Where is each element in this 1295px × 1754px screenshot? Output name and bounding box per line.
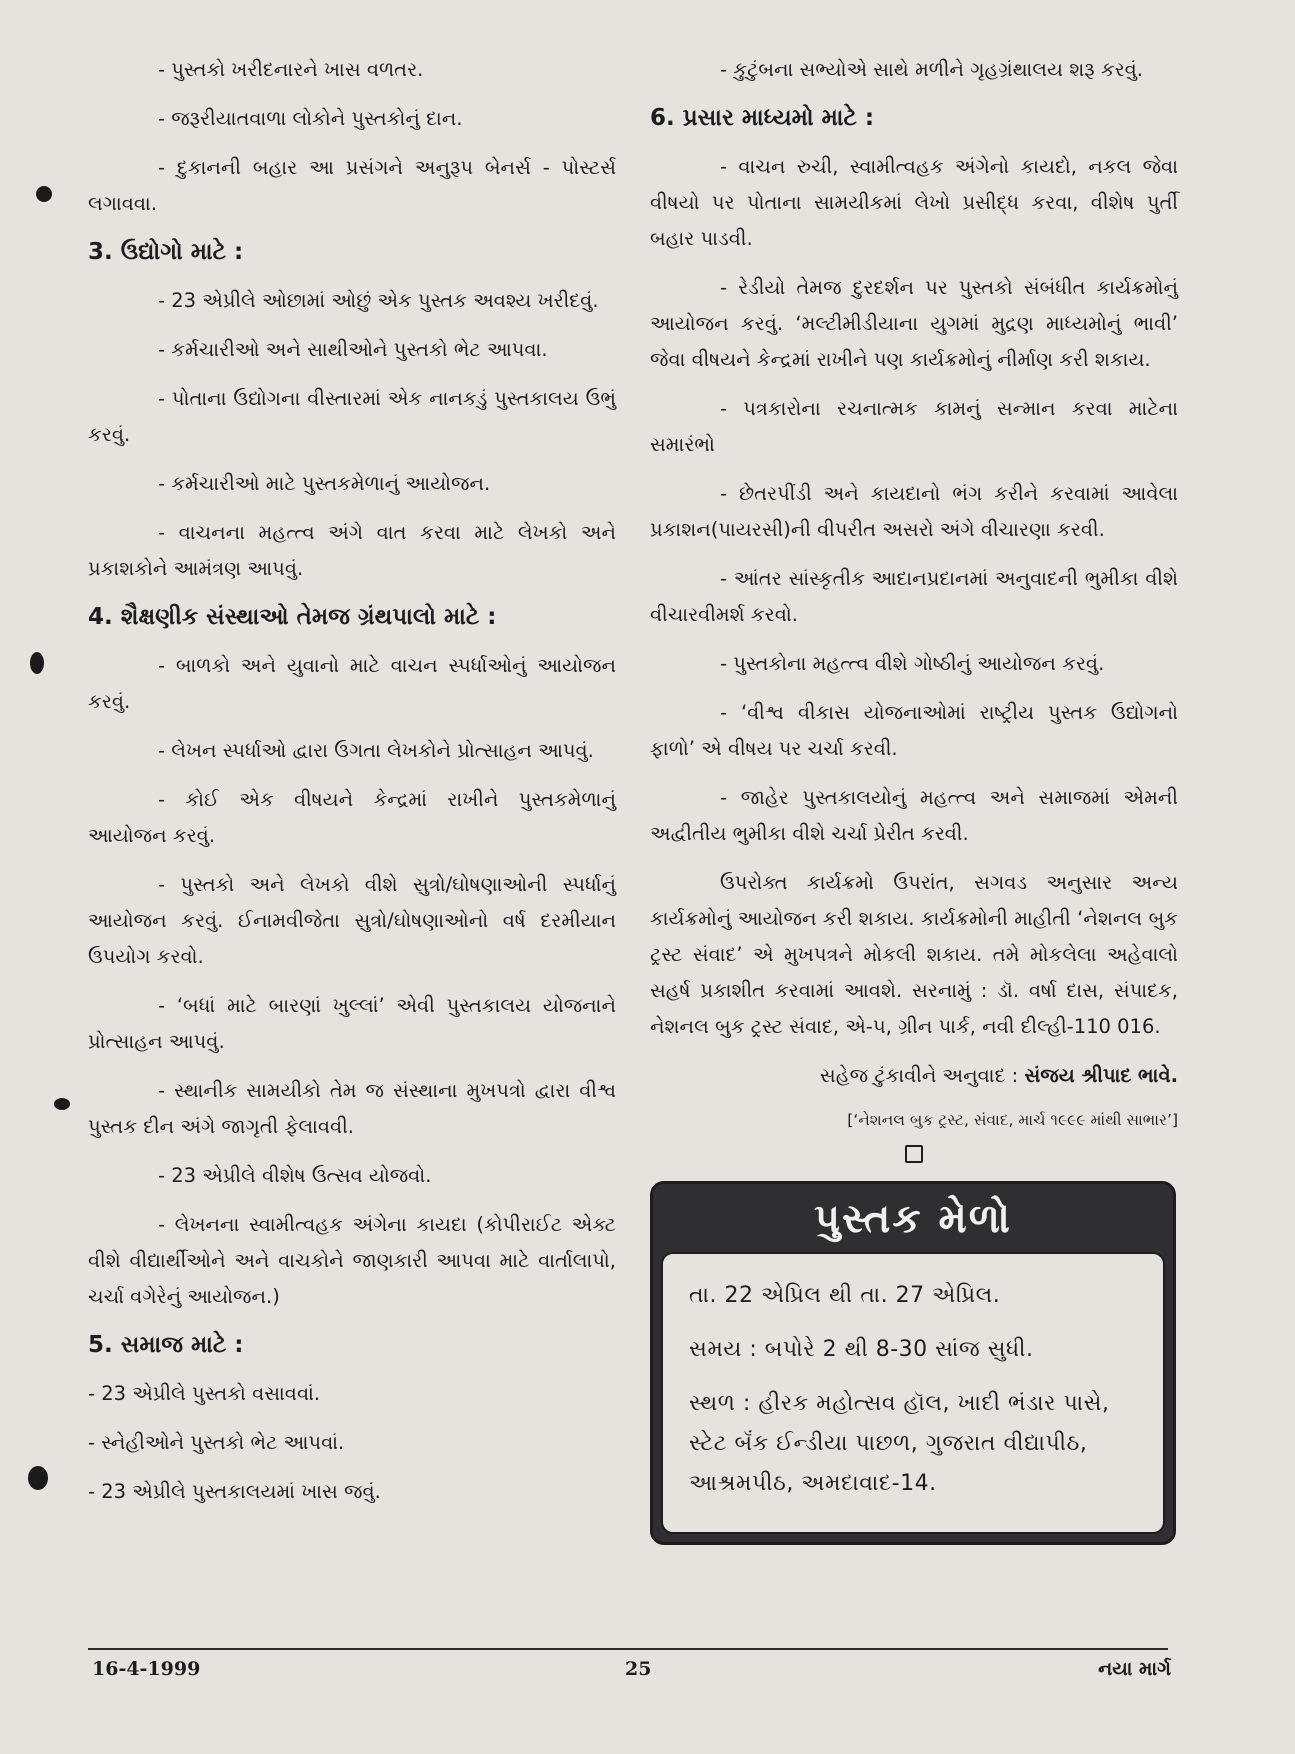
- body-paragraph: - પુસ્તકોના મહત્ત્વ વીશે ગોષ્ઠીનું આયોજન કરવું.: [720, 652, 1105, 675]
- section-heading: 3. ઉદ્યોગો માટે :: [88, 239, 244, 265]
- list-item: - સ્નેહીઓને પુસ્તકો ભેટ આપવાં.: [88, 1431, 345, 1454]
- body-paragraph: - 23 એપ્રીલે ઓછામાં ઓછું એક પુસ્તક અવશ્ય ખરીદવું.: [158, 289, 599, 312]
- ink-blot-mark: [30, 652, 44, 674]
- footer-rule: [88, 1648, 1168, 1650]
- book-fair-details: [661, 1252, 1165, 1534]
- body-paragraph: - છેતરપીંડી અને કાયદાનો ભંગ કરીને કરવામાં આવેલા પ્રકાશન(પાયરસી)ની વીપરીત અસરો અંગે વીચારણા કરવી.: [650, 482, 1178, 541]
- body-paragraph: - વાચન રુચી, સ્વામીત્વહક અંગેનો કાયદો, નકલ જેવા વીષયો પર પોતાના સામયીકમાં લેખો પ્રસીદ્ધ કરવા, વીશેષ પુર્તી બહાર પાડવી.: [650, 155, 1178, 250]
- ink-blot-mark: [54, 1098, 70, 1110]
- section-heading: 4. શૈક્ષણીક સંસ્થાઓ તેમજ ગ્રંથપાલો માટે :: [88, 604, 497, 630]
- book-fair-venue: સ્થળ : હીરક મહોત્સવ હૉલ, ખાદી ભંડાર પાસે, સ્ટેટ બૅંક ઈન્ડીયા પાછળ, ગુજરાત વીદ્યાપીઠ, આશ્રમપીઠ, અમદાવાદ-14.: [689, 1391, 1110, 1496]
- book-fair-dates: તા. 22 એપ્રિલ થી તા. 27 એપ્રિલ.: [689, 1283, 1001, 1308]
- ink-blot-mark: [36, 186, 52, 202]
- body-paragraph: - ‘વીશ્વ વીકાસ યોજનાઓમાં રાષ્ટ્રીય પુસ્તક ઉદ્યોગનો ફાળો’ એ વીષય પર ચર્ચા કરવી.: [650, 701, 1178, 760]
- body-paragraph: - વાચનના મહત્ત્વ અંગે વાત કરવા માટે લેખકો અને પ્રકાશકોને આમંત્રણ આપવું.: [88, 521, 616, 580]
- body-paragraph: - કર્મચારીઓ માટે પુસ્તકમેળાનું આયોજન.: [158, 472, 491, 495]
- section-heading: 6. પ્રસાર માધ્યમો માટે :: [650, 105, 875, 131]
- publication-name: નયા માર્ગ: [1098, 1658, 1171, 1680]
- body-paragraph: - લેખન સ્પર્ધાઓ દ્વારા ઉગતા લેખકોને પ્રોત્સાહન આપવું.: [158, 739, 594, 762]
- body-paragraph: ઉપરોક્ત કાર્યક્રમો ઉપરાંત, સગવડ અનુસાર અન્ય કાર્યક્રમોનું આયોજન કરી શકાય. કાર્યક્રમોની માહીતી ‘નેશનલ બુક ટ્રસ્ટ સંવાદ’ એ મુખપત્રને મોકલી શકાય. તમે મોકલેલા અહેવાલો સહર્ષ પ્રકાશીત કરવામાં આવશે. સરનામું : ડૉ. વર્ષા દાસ, સંપાદક, નેશનલ બુક ટ્રસ્ટ સંવાદ, એ-૫, ગ્રીન પાર્ક, નવી દીલ્હી-110 016.: [650, 871, 1178, 1038]
- body-paragraph: - ‘બધાં માટે બારણાં ખુલ્લાં’ એવી પુસ્તકાલય યોજનાને પ્રોત્સાહન આપવું.: [88, 994, 616, 1053]
- book-fair-time: સમય : બપોરે 2 થી 8-30 સાંજ સુધી.: [689, 1337, 1034, 1362]
- end-mark-icon: [905, 1145, 923, 1163]
- page-number: 25: [625, 1658, 652, 1680]
- body-paragraph: - પત્રકારોના રચનાત્મક કામનું સન્માન કરવા માટેના સમારંભો: [650, 397, 1178, 456]
- body-paragraph: - આંતર સાંસ્કૃતીક આદાનપ્રદાનમાં અનુવાદની ભુમીકા વીશે વીચારવીમર્શ કરવો.: [650, 567, 1178, 626]
- book-fair-title: પુસ્તક મેળો: [814, 1196, 1012, 1242]
- left-column: [88, 52, 616, 1523]
- right-column-body: [650, 52, 1178, 1045]
- translator-name: સંજય શ્રીપાદ ભાવે.: [1024, 1064, 1178, 1087]
- right-column: [650, 52, 1178, 1545]
- body-paragraph: - લેખનના સ્વામીત્વહક અંગેના કાયદા (કોપીરાઈટ એક્ટ વીશે વીદ્યાર્થીઓને અને વાચકોને જાણકારી આપવા માટે વાર્તાલાપો, ચર્ચા વગેરેનું આયોજન.): [88, 1213, 616, 1308]
- body-paragraph: - પુસ્તકો અને લેખકો વીશે સુત્રો/ઘોષણાઓની સ્પર્ધાનું આયોજન કરવું. ઈનામવીજેતા સુત્રો/ઘોષણાઓનો વર્ષ દરમીયાન ઉપયોગ કરવો.: [88, 873, 616, 968]
- body-paragraph: - કર્મચારીઓ અને સાથીઓને પુસ્તકો ભેટ આપવા.: [158, 338, 548, 361]
- ink-blot-mark: [28, 1466, 48, 1490]
- list-item: - 23 એપ્રીલે પુસ્તકો વસાવવાં.: [88, 1382, 321, 1405]
- body-paragraph: - જરૂરીયાતવાળા લોકોને પુસ્તકોનું દાન.: [158, 107, 463, 130]
- list-item: - 23 એપ્રીલે પુસ્તકાલયમાં ખાસ જવું.: [88, 1480, 381, 1503]
- body-paragraph: - બાળકો અને યુવાનો માટે વાચન સ્પર્ધાઓનું આયોજન કરવું.: [88, 654, 616, 713]
- credit-prefix: સહેજ ટુંકાવીને અનુવાદ :: [819, 1064, 1019, 1087]
- body-paragraph: - કુટુંબના સભ્યોએ સાથે મળીને ગૃહગ્રંથાલય શરૂ કરવું.: [720, 58, 1144, 81]
- section-heading: 5. સમાજ માટે :: [88, 1332, 244, 1358]
- body-paragraph: - સ્થાનીક સામયીકો તેમ જ સંસ્થાના મુખપત્રો દ્વારા વીશ્વ પુસ્તક દીન અંગે જાગૃતી ફેલાવવી.: [88, 1079, 616, 1138]
- body-paragraph: - દુકાનની બહાર આ પ્રસંગને અનુરૂપ બેનર્સ - પોસ્ટર્સ લગાવવા.: [88, 156, 616, 215]
- book-fair-box: [650, 1181, 1176, 1545]
- body-paragraph: - જાહેર પુસ્તકાલયોનું મહત્ત્વ અને સમાજમાં એમની અદ્વીતીય ભુમીકા વીશે ચર્ચા પ્રેરીત કરવી.: [650, 786, 1178, 845]
- body-paragraph: - પોતાના ઉદ્યોગના વીસ્તારમાં એક નાનકડું પુસ્તકાલય ઉભું કરવું.: [88, 387, 616, 446]
- footer-date: 16-4-1999: [92, 1658, 201, 1680]
- source-note: [‘નેશનલ બુક ટ્રસ્ટ, સંવાદ, માર્ચ ૧૯૯૯ માંથી સાભાર’]: [847, 1111, 1178, 1129]
- body-paragraph: - 23 એપ્રીલે વીશેષ ઉત્સવ યોજવો.: [158, 1164, 432, 1187]
- body-paragraph: - રેડીયો તેમજ દુરદર્શન પર પુસ્તકો સંબંધીત કાર્યક્રમોનું આયોજન કરવું. ‘મલ્ટીમીડીયાના યુગમાં મુદ્રણ માધ્યમોનું ભાવી’ જેવા વીષયને કેન્દ્રમાં રાખીને પણ કાર્યક્રમોનું નીર્માણ કરી શકાય.: [650, 276, 1178, 371]
- translation-credit: [650, 1058, 1178, 1094]
- body-paragraph: - પુસ્તકો ખરીદનારને ખાસ વળતર.: [158, 58, 424, 81]
- body-paragraph: - કોઈ એક વીષયને કેન્દ્રમાં રાખીને પુસ્તકમેળાનું આયોજન કરવું.: [88, 788, 616, 847]
